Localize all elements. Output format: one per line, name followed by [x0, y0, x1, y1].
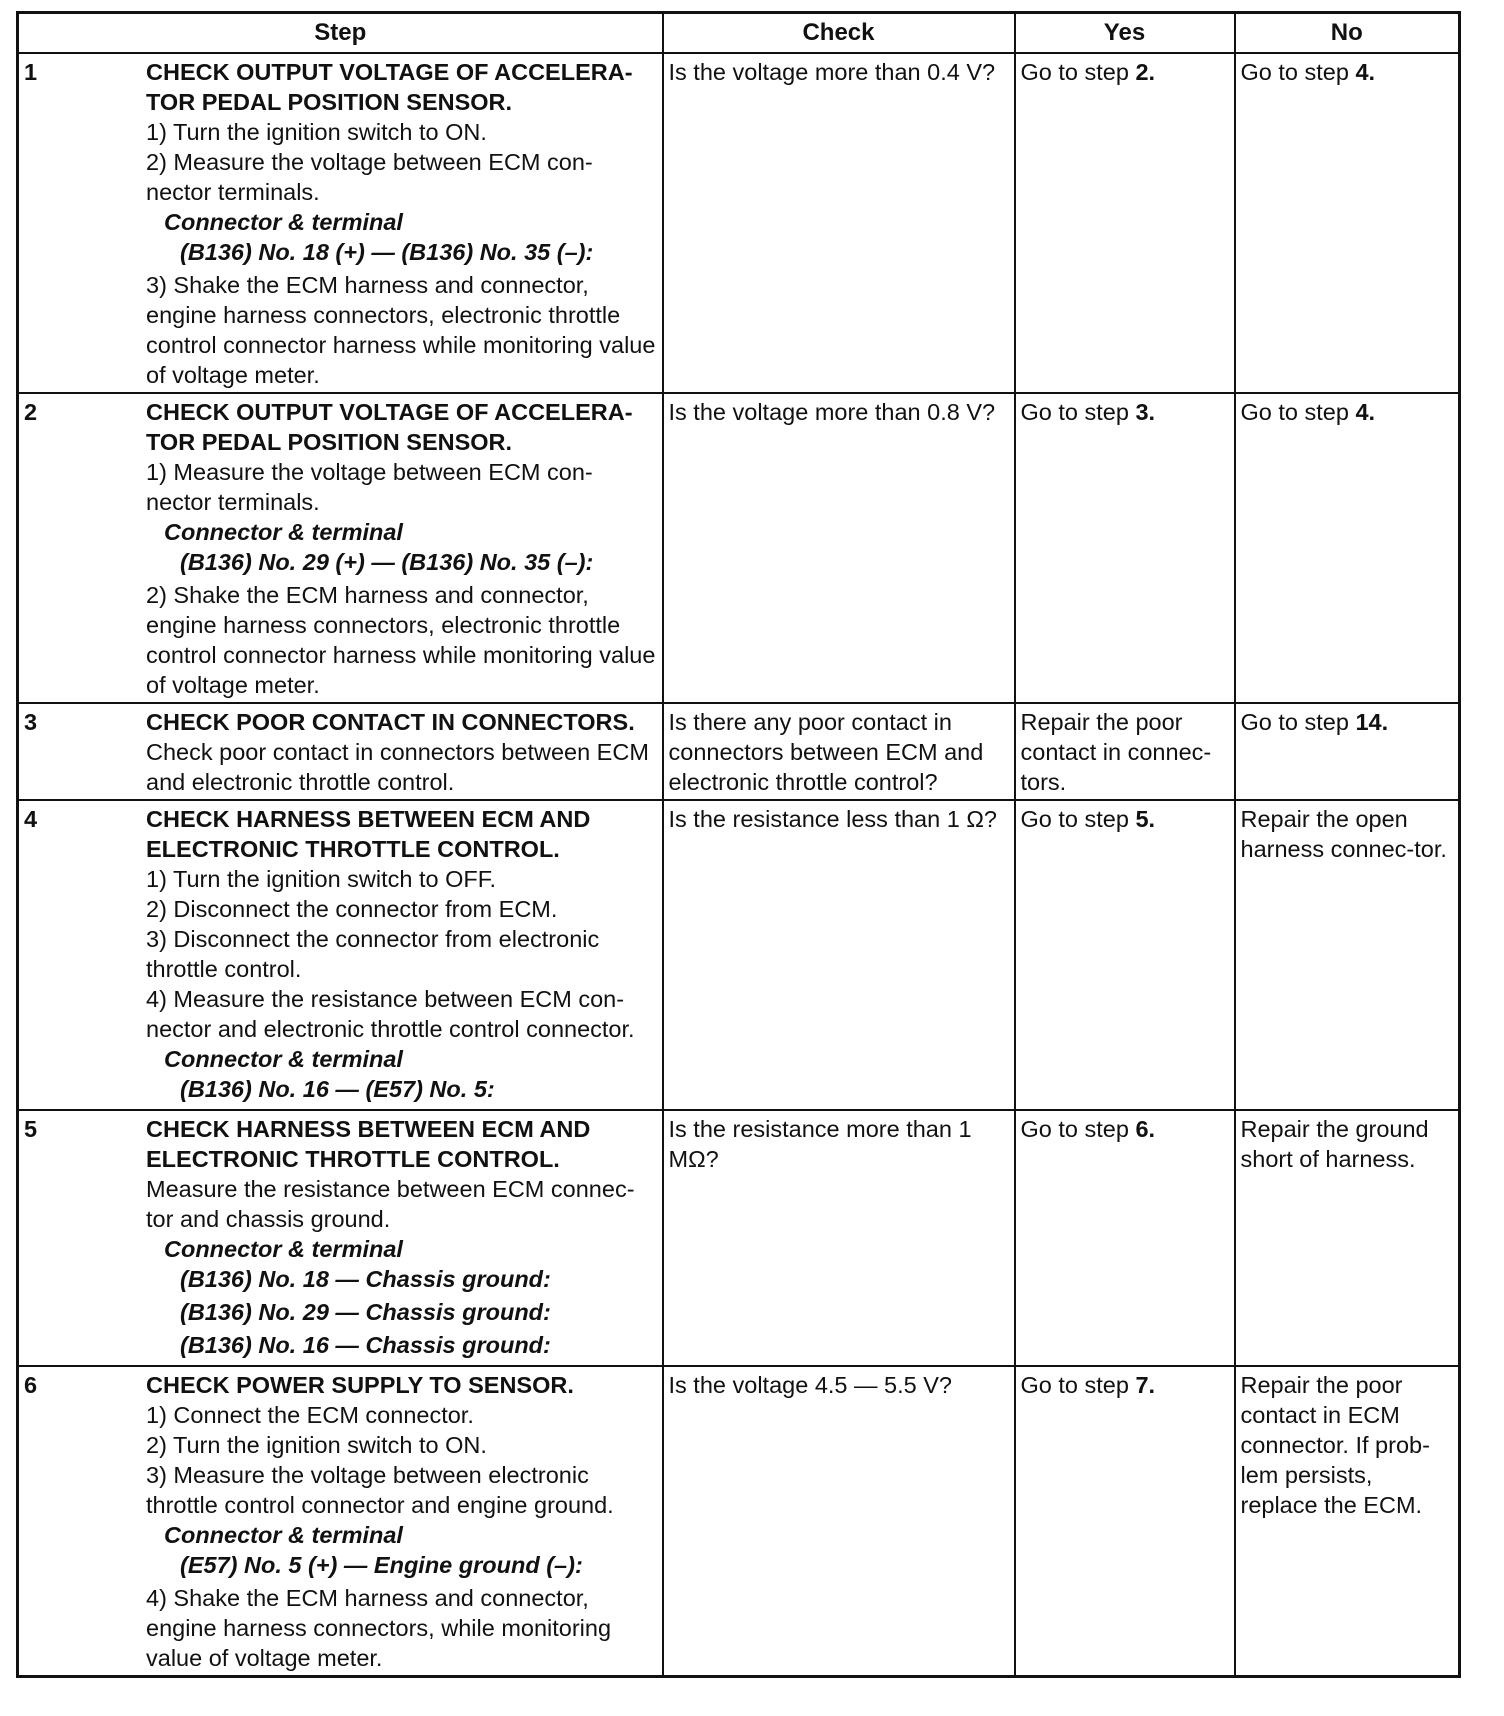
header-no: No [1235, 13, 1460, 54]
step-instruction: 2) Disconnect the connector from ECM. [146, 896, 558, 922]
header-yes: Yes [1015, 13, 1235, 54]
yes-step-ref: 6. [1135, 1116, 1156, 1142]
table-row [18, 1110, 1460, 1366]
connector-terminal-item: (B136) No. 18 (+) — (B136) No. 35 (–): [180, 239, 594, 265]
yes-text: Go to step [1020, 59, 1136, 85]
no-text: Go to step [1240, 59, 1356, 85]
step-number: 3 [24, 709, 38, 735]
no-cell [1235, 1366, 1460, 1677]
no-cell [1235, 393, 1460, 703]
step-instruction: Check poor contact in connectors between ECM and electronic throttle control. [146, 739, 649, 795]
no-step-ref: 14. [1355, 709, 1389, 735]
check-cell: Is the voltage 4.5 — 5.5 V? [663, 1366, 1015, 1677]
yes-cell [1015, 1366, 1235, 1677]
step-number: 1 [24, 59, 38, 85]
step-number: 4 [24, 806, 38, 832]
step-title: CHECK OUTPUT VOLTAGE OF ACCELERA-TOR PEDAL POSITION SENSOR. [146, 59, 633, 115]
table-row [18, 1366, 1460, 1677]
yes-text: Repair the poor contact in connec-tors. [1020, 709, 1212, 795]
header-check: Check [663, 13, 1015, 54]
yes-text: Go to step [1020, 1372, 1136, 1398]
connector-terminal-label: Connector & terminal [164, 1236, 403, 1262]
connector-terminal-item: (B136) No. 18 — Chassis ground: [180, 1266, 551, 1292]
step-instruction: 1) Turn the ignition switch to OFF. [146, 866, 497, 892]
yes-cell [1015, 1110, 1235, 1366]
check-cell: Is there any poor contact in connectors between ECM and electronic throttle control? [663, 703, 1015, 800]
step-instruction: 4) Measure the resistance between ECM con-nector and electronic throttle control connector. [146, 986, 635, 1042]
step-instruction: 4) Shake the ECM harness and connector, engine harness connectors, while monitoring value of voltage meter. [146, 1585, 612, 1671]
step-cell [18, 800, 663, 1110]
yes-step-ref: 7. [1135, 1372, 1156, 1398]
step-instruction: 3) Shake the ECM harness and connector, engine harness connectors, electronic throttle control connector harness while monitoring value of voltage meter. [146, 272, 656, 388]
no-cell [1235, 1110, 1460, 1366]
table-row [18, 393, 1460, 703]
yes-cell [1015, 703, 1235, 800]
step-instruction: Measure the resistance between ECM connec-tor and chassis ground. [146, 1176, 635, 1232]
yes-step-ref: 3. [1135, 399, 1156, 425]
step-title: CHECK POOR CONTACT IN CONNECTORS. [146, 709, 635, 735]
step-cell [18, 1366, 663, 1677]
yes-cell [1015, 393, 1235, 703]
step-title: CHECK HARNESS BETWEEN ECM AND ELECTRONIC THROTTLE CONTROL. [146, 1116, 591, 1172]
header-step: Step [18, 13, 663, 54]
connector-terminal-item: (E57) No. 5 (+) — Engine ground (–): [180, 1552, 583, 1578]
connector-terminal-label: Connector & terminal [164, 519, 403, 545]
no-cell [1235, 53, 1460, 393]
step-instruction: 2) Shake the ECM harness and connector, engine harness connectors, electronic throttle control connector harness while monitoring value of voltage meter. [146, 582, 656, 698]
step-content [24, 57, 657, 390]
check-cell: Is the resistance less than 1 Ω? [663, 800, 1015, 1110]
step-instruction: 3) Measure the voltage between electronic throttle control connector and engine ground. [146, 1462, 614, 1518]
step-content [24, 1114, 657, 1360]
step-title: CHECK POWER SUPPLY TO SENSOR. [146, 1372, 574, 1398]
step-instruction: 2) Turn the ignition switch to ON. [146, 1432, 487, 1458]
step-number: 6 [24, 1372, 38, 1398]
diagnostic-table [16, 11, 1461, 1678]
no-text: Repair the poor contact in ECM connector. If prob-lem persists, replace the ECM. [1240, 1372, 1430, 1518]
step-cell [18, 393, 663, 703]
step-cell [18, 1110, 663, 1366]
connector-terminal-item: (B136) No. 16 — (E57) No. 5: [180, 1076, 495, 1102]
connector-terminal-item: (B136) No. 29 — Chassis ground: [180, 1299, 551, 1325]
no-cell [1235, 800, 1460, 1110]
step-cell [18, 53, 663, 393]
step-instruction: 1) Turn the ignition switch to ON. [146, 119, 487, 145]
table-row [18, 800, 1460, 1110]
yes-text: Go to step [1020, 806, 1136, 832]
connector-terminal-item: (B136) No. 29 (+) — (B136) No. 35 (–): [180, 549, 594, 575]
step-content [24, 707, 657, 797]
yes-step-ref: 5. [1135, 806, 1156, 832]
connector-terminal-label: Connector & terminal [164, 1522, 403, 1548]
table-row [18, 53, 1460, 393]
step-cell [18, 703, 663, 800]
check-cell: Is the voltage more than 0.4 V? [663, 53, 1015, 393]
step-content [24, 1370, 657, 1673]
no-text: Repair the open harness connec-tor. [1240, 806, 1447, 862]
no-step-ref: 4. [1355, 59, 1376, 85]
yes-step-ref: 2. [1135, 59, 1156, 85]
step-content [24, 804, 657, 1104]
check-cell: Is the voltage more than 0.8 V? [663, 393, 1015, 703]
step-instruction: 3) Disconnect the connector from electronic throttle control. [146, 926, 600, 982]
yes-text: Go to step [1020, 399, 1136, 425]
step-number: 2 [24, 399, 38, 425]
no-cell [1235, 703, 1460, 800]
yes-text: Go to step [1020, 1116, 1136, 1142]
no-text: Go to step [1240, 399, 1356, 425]
connector-terminal-label: Connector & terminal [164, 1046, 403, 1072]
step-content [24, 397, 657, 700]
no-step-ref: 4. [1355, 399, 1376, 425]
connector-terminal-item: (B136) No. 16 — Chassis ground: [180, 1332, 551, 1358]
no-text: Repair the ground short of harness. [1240, 1116, 1429, 1172]
connector-terminal-label: Connector & terminal [164, 209, 403, 235]
table-row [18, 703, 1460, 800]
yes-cell [1015, 800, 1235, 1110]
step-instruction: 1) Connect the ECM connector. [146, 1402, 474, 1428]
check-cell: Is the resistance more than 1 MΩ? [663, 1110, 1015, 1366]
no-text: Go to step [1240, 709, 1356, 735]
header-row [18, 13, 1460, 54]
step-number: 5 [24, 1116, 38, 1142]
step-instruction: 1) Measure the voltage between ECM con-nector terminals. [146, 459, 593, 515]
step-title: CHECK HARNESS BETWEEN ECM AND ELECTRONIC THROTTLE CONTROL. [146, 806, 591, 862]
step-title: CHECK OUTPUT VOLTAGE OF ACCELERA-TOR PEDAL POSITION SENSOR. [146, 399, 633, 455]
step-instruction: 2) Measure the voltage between ECM con-nector terminals. [146, 149, 593, 205]
yes-cell [1015, 53, 1235, 393]
